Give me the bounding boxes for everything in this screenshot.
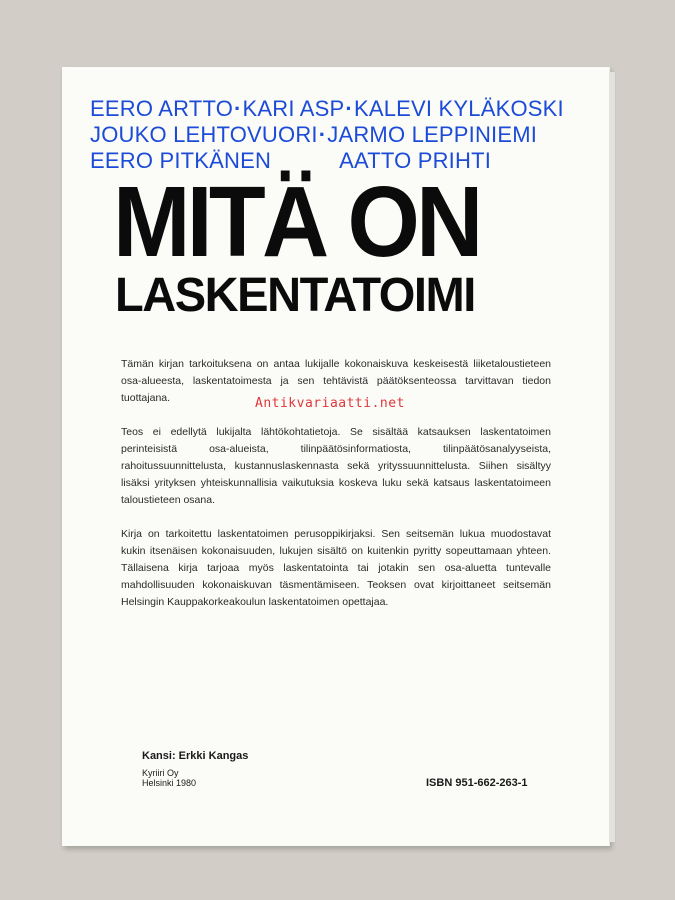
- book-title-line-1: MITÄ ON: [113, 166, 480, 278]
- author-row-1: [90, 96, 564, 122]
- author-name: JOUKO LEHTOVUORI: [90, 122, 318, 147]
- print-place-year: Helsinki 1980: [142, 778, 197, 788]
- author-row-2: [90, 122, 564, 148]
- author-separator: ·: [234, 96, 242, 121]
- isbn-number: ISBN 951-662-263-1: [426, 777, 528, 789]
- watermark-text: Antikvariaatti.net: [255, 396, 405, 411]
- description-paragraph-3: Kirja on tarkoitettu laskentatoimen perusoppikirjaksi. Sen seitsemän lukua muodostavat kukin itsenäisen kokonaisuuden, lukujen sisältö on kuitenkin pyritty sopeuttamaan yhteen. Tällaisena kirja tarjoaa myös laskentatointa tai jotakin sen osa-aluetta tuntevalle mahdollisuuden kokonaiskuvan täsmentämiseen. Teoksen ovat kirjoittaneet seitsemän Helsingin Kauppakorkeakoulun laskentatoimen opettajaa.: [121, 528, 551, 608]
- author-name: EERO PITKÄNEN: [90, 148, 272, 173]
- author-name: KARI ASP: [242, 96, 345, 121]
- book-page-edge: [609, 72, 615, 842]
- description-paragraph-1: Tämän kirjan tarkoituksena on antaa lukijalle kokonaiskuva keskeisestä liiketaloustieteen osa-alueesta, laskentatoimesta ja sen tehtävistä päätöksenteossa tarvittavan tiedon tuottajana.: [121, 358, 551, 404]
- author-name: JARMO LEPPINIEMI: [327, 122, 538, 147]
- author-separator: ·: [318, 122, 327, 147]
- cover-designer: Kansi: Erkki Kangas: [142, 750, 249, 762]
- description-paragraph-2: Teos ei edellytä lukijalta lähtökohtatietoja. Se sisältää katsauksen laskentatoimen perinteisistä osa-alueista, tilinpäätösinformatiosta, tilinpäätösanalyyseista, rahoitussuunnittelusta, kustannuslaskennasta sekä yrityssuunnittelusta. Siihen sisältyy lisäksi yrityksen yhteiskunnallisia vaikutuksia koskeva luku sekä katsaus laskentatoimeen taloustieteen osana.: [121, 426, 551, 506]
- credits-block: [142, 750, 248, 788]
- author-name: EERO ARTTO: [90, 96, 234, 121]
- printer-name: Kyriiri Oy: [142, 768, 179, 778]
- author-name: KALEVI KYLÄKOSKI: [353, 96, 564, 121]
- author-separator: ·: [345, 96, 353, 121]
- book-title-line-2: LASKENTATOIMI: [115, 269, 475, 322]
- author-name: AATTO PRIHTI: [339, 148, 492, 173]
- author-list: [90, 96, 564, 174]
